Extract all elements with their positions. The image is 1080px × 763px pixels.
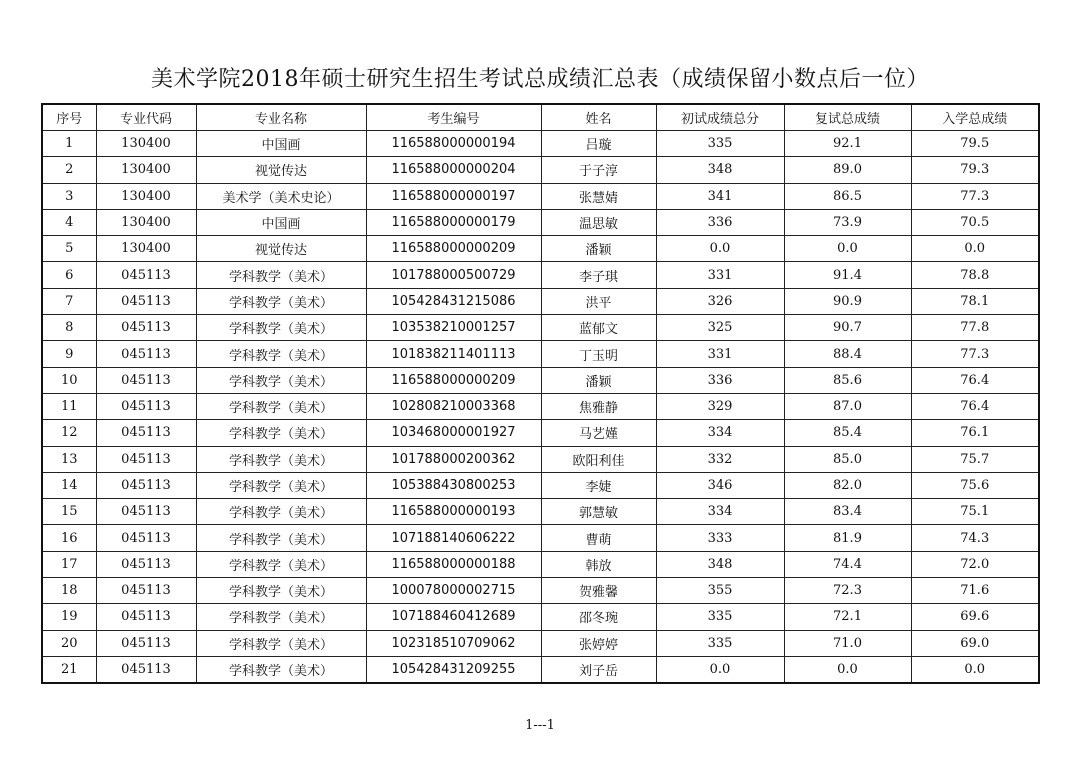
student-name: 于子淳 <box>541 157 656 183</box>
initial-score: 335 <box>656 131 784 157</box>
student-name: 焦雅静 <box>541 393 656 419</box>
initial-score: 331 <box>656 262 784 288</box>
major-name: 视觉传达 <box>196 236 366 262</box>
major-name: 学科教学（美术） <box>196 446 366 472</box>
initial-score: 334 <box>656 499 784 525</box>
exam-id: 101788000200362 <box>366 446 541 472</box>
initial-score: 335 <box>656 604 784 630</box>
total-score: 0.0 <box>911 656 1039 683</box>
row-index: 1 <box>42 131 96 157</box>
student-name: 李子琪 <box>541 262 656 288</box>
major-code: 045113 <box>96 288 196 314</box>
student-name: 潘颖 <box>541 367 656 393</box>
row-index: 18 <box>42 578 96 604</box>
total-score: 77.3 <box>911 341 1039 367</box>
table-row <box>42 604 1039 630</box>
student-name: 郭慧敏 <box>541 499 656 525</box>
initial-score: 329 <box>656 393 784 419</box>
total-score: 77.8 <box>911 315 1039 341</box>
row-index: 2 <box>42 157 96 183</box>
header-row <box>42 104 1039 131</box>
major-name: 学科教学（美术） <box>196 288 366 314</box>
table-row <box>42 420 1039 446</box>
student-name: 张婷婷 <box>541 630 656 656</box>
retest-score: 85.4 <box>784 420 911 446</box>
initial-score: 0.0 <box>656 236 784 262</box>
row-index: 17 <box>42 551 96 577</box>
initial-score: 348 <box>656 157 784 183</box>
total-score: 78.1 <box>911 288 1039 314</box>
major-code: 130400 <box>96 131 196 157</box>
exam-id: 107188140606222 <box>366 525 541 551</box>
major-name: 学科教学（美术） <box>196 551 366 577</box>
table-row <box>42 209 1039 235</box>
header-major-code: 专业代码 <box>96 104 196 131</box>
retest-score: 0.0 <box>784 236 911 262</box>
table-row <box>42 288 1039 314</box>
table-row <box>42 630 1039 656</box>
total-score: 75.1 <box>911 499 1039 525</box>
major-name: 学科教学（美术） <box>196 393 366 419</box>
student-name: 潘颖 <box>541 236 656 262</box>
row-index: 12 <box>42 420 96 446</box>
total-score: 75.7 <box>911 446 1039 472</box>
student-name: 温思敏 <box>541 209 656 235</box>
major-name: 美术学（美术史论） <box>196 183 366 209</box>
total-score: 69.6 <box>911 604 1039 630</box>
table-row <box>42 525 1039 551</box>
initial-score: 0.0 <box>656 656 784 683</box>
total-score: 75.6 <box>911 472 1039 498</box>
table-row <box>42 341 1039 367</box>
major-code: 045113 <box>96 446 196 472</box>
total-score: 74.3 <box>911 525 1039 551</box>
major-name: 学科教学（美术） <box>196 472 366 498</box>
exam-id: 116588000000194 <box>366 131 541 157</box>
initial-score: 346 <box>656 472 784 498</box>
total-score: 71.6 <box>911 578 1039 604</box>
table-row <box>42 393 1039 419</box>
retest-score: 83.4 <box>784 499 911 525</box>
student-name: 曹萌 <box>541 525 656 551</box>
table-row <box>42 446 1039 472</box>
major-code: 045113 <box>96 262 196 288</box>
initial-score: 348 <box>656 551 784 577</box>
total-score: 79.5 <box>911 131 1039 157</box>
major-code: 045113 <box>96 315 196 341</box>
header-index: 序号 <box>42 104 96 131</box>
table-row <box>42 183 1039 209</box>
exam-id: 105388430800253 <box>366 472 541 498</box>
table-row <box>42 551 1039 577</box>
exam-id: 116588000000209 <box>366 367 541 393</box>
retest-score: 90.9 <box>784 288 911 314</box>
exam-id: 102808210003368 <box>366 393 541 419</box>
exam-id: 105428431209255 <box>366 656 541 683</box>
total-score: 69.0 <box>911 630 1039 656</box>
major-name: 学科教学（美术） <box>196 262 366 288</box>
row-index: 11 <box>42 393 96 419</box>
row-index: 4 <box>42 209 96 235</box>
initial-score: 332 <box>656 446 784 472</box>
exam-id: 116588000000209 <box>366 236 541 262</box>
row-index: 7 <box>42 288 96 314</box>
retest-score: 85.6 <box>784 367 911 393</box>
major-name: 学科教学（美术） <box>196 341 366 367</box>
initial-score: 333 <box>656 525 784 551</box>
total-score: 76.1 <box>911 420 1039 446</box>
retest-score: 72.1 <box>784 604 911 630</box>
header-exam-id: 考生编号 <box>366 104 541 131</box>
row-index: 20 <box>42 630 96 656</box>
major-name: 学科教学（美术） <box>196 525 366 551</box>
total-score: 70.5 <box>911 209 1039 235</box>
student-name: 丁玉明 <box>541 341 656 367</box>
major-code: 130400 <box>96 209 196 235</box>
initial-score: 355 <box>656 578 784 604</box>
initial-score: 336 <box>656 209 784 235</box>
major-code: 045113 <box>96 604 196 630</box>
total-score: 76.4 <box>911 367 1039 393</box>
student-name: 贺雅馨 <box>541 578 656 604</box>
major-name: 学科教学（美术） <box>196 604 366 630</box>
exam-id: 105428431215086 <box>366 288 541 314</box>
major-code: 045113 <box>96 499 196 525</box>
row-index: 10 <box>42 367 96 393</box>
retest-score: 72.3 <box>784 578 911 604</box>
exam-id: 101788000500729 <box>366 262 541 288</box>
major-code: 045113 <box>96 578 196 604</box>
student-name: 马艺嫤 <box>541 420 656 446</box>
header-total-score: 入学总成绩 <box>911 104 1039 131</box>
row-index: 15 <box>42 499 96 525</box>
retest-score: 90.7 <box>784 315 911 341</box>
major-code: 045113 <box>96 525 196 551</box>
retest-score: 92.1 <box>784 131 911 157</box>
initial-score: 326 <box>656 288 784 314</box>
major-name: 学科教学（美术） <box>196 499 366 525</box>
student-name: 蓝郁文 <box>541 315 656 341</box>
retest-score: 71.0 <box>784 630 911 656</box>
table-row <box>42 499 1039 525</box>
row-index: 3 <box>42 183 96 209</box>
major-name: 学科教学（美术） <box>196 420 366 446</box>
retest-score: 85.0 <box>784 446 911 472</box>
initial-score: 341 <box>656 183 784 209</box>
major-name: 学科教学（美术） <box>196 315 366 341</box>
header-major-name: 专业名称 <box>196 104 366 131</box>
student-name: 洪平 <box>541 288 656 314</box>
row-index: 5 <box>42 236 96 262</box>
major-code: 045113 <box>96 341 196 367</box>
row-index: 16 <box>42 525 96 551</box>
row-index: 14 <box>42 472 96 498</box>
student-name: 邵冬琬 <box>541 604 656 630</box>
student-name: 欧阳利佳 <box>541 446 656 472</box>
exam-id: 116588000000204 <box>366 157 541 183</box>
major-code: 045113 <box>96 472 196 498</box>
table-row <box>42 315 1039 341</box>
table-row <box>42 262 1039 288</box>
exam-id: 116588000000188 <box>366 551 541 577</box>
retest-score: 88.4 <box>784 341 911 367</box>
exam-id: 102318510709062 <box>366 630 541 656</box>
row-index: 6 <box>42 262 96 288</box>
total-score: 0.0 <box>911 236 1039 262</box>
major-code: 130400 <box>96 183 196 209</box>
major-name: 中国画 <box>196 209 366 235</box>
total-score: 78.8 <box>911 262 1039 288</box>
header-initial-score: 初试成绩总分 <box>656 104 784 131</box>
major-name: 学科教学（美术） <box>196 630 366 656</box>
retest-score: 87.0 <box>784 393 911 419</box>
student-name: 韩放 <box>541 551 656 577</box>
exam-id: 116588000000197 <box>366 183 541 209</box>
major-code: 045113 <box>96 420 196 446</box>
major-name: 视觉传达 <box>196 157 366 183</box>
total-score: 77.3 <box>911 183 1039 209</box>
exam-id: 103468000001927 <box>366 420 541 446</box>
retest-score: 86.5 <box>784 183 911 209</box>
initial-score: 331 <box>656 341 784 367</box>
student-name: 张慧婧 <box>541 183 656 209</box>
retest-score: 82.0 <box>784 472 911 498</box>
retest-score: 0.0 <box>784 656 911 683</box>
row-index: 9 <box>42 341 96 367</box>
major-code: 130400 <box>96 236 196 262</box>
exam-id: 103538210001257 <box>366 315 541 341</box>
major-code: 045113 <box>96 551 196 577</box>
major-name: 学科教学（美术） <box>196 578 366 604</box>
header-name: 姓名 <box>541 104 656 131</box>
major-code: 045113 <box>96 656 196 683</box>
retest-score: 89.0 <box>784 157 911 183</box>
major-name: 中国画 <box>196 131 366 157</box>
initial-score: 325 <box>656 315 784 341</box>
document-title: 美术学院2018年硕士研究生招生考试总成绩汇总表（成绩保留小数点后一位） <box>151 67 929 92</box>
exam-id: 100078000002715 <box>366 578 541 604</box>
row-index: 8 <box>42 315 96 341</box>
row-index: 21 <box>42 656 96 683</box>
major-code: 045113 <box>96 367 196 393</box>
major-code: 130400 <box>96 157 196 183</box>
exam-id: 116588000000193 <box>366 499 541 525</box>
major-code: 045113 <box>96 393 196 419</box>
table-row <box>42 236 1039 262</box>
table-row <box>42 578 1039 604</box>
initial-score: 336 <box>656 367 784 393</box>
retest-score: 73.9 <box>784 209 911 235</box>
table-row <box>42 157 1039 183</box>
table-row <box>42 472 1039 498</box>
exam-id: 116588000000179 <box>366 209 541 235</box>
retest-score: 91.4 <box>784 262 911 288</box>
total-score: 72.0 <box>911 551 1039 577</box>
exam-id: 107188460412689 <box>366 604 541 630</box>
table-row <box>42 656 1039 683</box>
total-score: 76.4 <box>911 393 1039 419</box>
student-name: 刘子岳 <box>541 656 656 683</box>
header-retest-score: 复试总成绩 <box>784 104 911 131</box>
major-name: 学科教学（美术） <box>196 656 366 683</box>
exam-id: 101838211401113 <box>366 341 541 367</box>
row-index: 13 <box>42 446 96 472</box>
table-row <box>42 131 1039 157</box>
table-row <box>42 367 1039 393</box>
total-score: 79.3 <box>911 157 1039 183</box>
page-number: 1---1 <box>525 718 555 733</box>
major-name: 学科教学（美术） <box>196 367 366 393</box>
student-name: 吕璇 <box>541 131 656 157</box>
scores-table <box>41 103 1040 684</box>
initial-score: 334 <box>656 420 784 446</box>
major-code: 045113 <box>96 630 196 656</box>
row-index: 19 <box>42 604 96 630</box>
student-name: 李婕 <box>541 472 656 498</box>
initial-score: 335 <box>656 630 784 656</box>
retest-score: 74.4 <box>784 551 911 577</box>
retest-score: 81.9 <box>784 525 911 551</box>
